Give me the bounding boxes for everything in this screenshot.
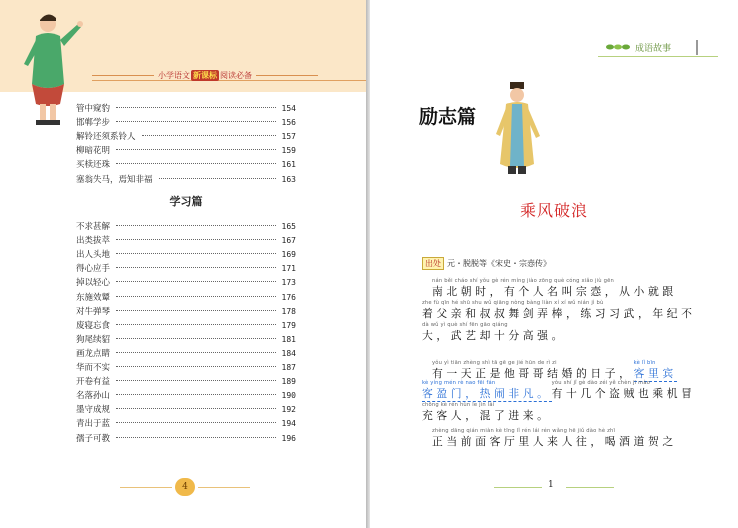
- toc-entry-page: 187: [281, 363, 296, 372]
- toc-entry-title: 狗尾续貂: [76, 334, 111, 345]
- banner-rule-right: [256, 75, 318, 76]
- toc-entry-page: 181: [281, 334, 296, 344]
- toc-entry: [76, 173, 296, 187]
- toc-entry-title: 出人头地: [76, 250, 111, 261]
- toc-entry-page: 167: [281, 236, 296, 246]
- series-pre: 小学语文: [158, 70, 190, 80]
- series-logo: [605, 40, 695, 54]
- left-page: [0, 0, 366, 528]
- footer-rule-left: [494, 487, 542, 488]
- page-number-left: 4: [175, 478, 195, 496]
- series-badge: 新课标: [193, 70, 217, 80]
- series-banner: [92, 68, 318, 82]
- toc-entry-page: 194: [281, 419, 296, 429]
- toc-entry-title: 不求甚解: [76, 222, 111, 232]
- toc-entry-title: 柳暗花明: [76, 146, 111, 157]
- pinyin-line: zhèng dāng qián miàn kè tīng lǐ rén lái rén wǎng hē jiǔ dào hè zhī: [432, 428, 616, 434]
- toc-entry: [76, 158, 296, 172]
- hanzi-line: 着父亲和叔叔舞剑弄棒，练习习武，年纪不: [422, 307, 696, 320]
- pinyin-highlight: kè lǐ bīn: [633, 360, 656, 366]
- toc-entry: [76, 102, 296, 116]
- toc-leader-dots: [116, 437, 276, 438]
- hanzi-line: 有一天正是他哥哥结婚的日子，: [432, 367, 634, 380]
- toc-leader-dots: [116, 338, 276, 339]
- toc-entry-page: 179: [281, 320, 296, 330]
- hanzi-line: 南北朝时，有个人名叫宗悫，从小就跟: [432, 285, 677, 298]
- toc-leader-dots: [116, 408, 276, 409]
- scholar-illustration: [488, 80, 546, 180]
- toc-leader-dots: [116, 422, 276, 423]
- toc-entry: [76, 333, 296, 347]
- pinyin-line: chōng kè rén hùn le jìn lái: [422, 402, 495, 408]
- toc-entry-page: 156: [281, 118, 296, 128]
- toc-entry-title: 青出于蓝: [76, 419, 111, 430]
- toc-entry-page: 184: [281, 348, 296, 358]
- toc-entry: [76, 262, 296, 276]
- chapter-title: 励志篇: [419, 106, 477, 128]
- toc-entry-page: 154: [281, 104, 296, 113]
- hanzi-line: 正当前面客厅里人来人往，喝酒道贺之: [432, 435, 677, 448]
- toc-entry-page: 157: [281, 132, 296, 142]
- logo-rule: [598, 56, 718, 57]
- toc-leader-dots: [116, 366, 276, 367]
- hanzi-highlight: 客盈门，热闹非凡。: [422, 387, 552, 400]
- toc-entry-page: 190: [281, 391, 296, 401]
- toc-entry-page: 165: [281, 222, 296, 231]
- footer-rule-right: [566, 487, 614, 488]
- story-title: 乘风破浪: [519, 201, 588, 220]
- source-tag: 出处: [422, 257, 444, 270]
- toc-entry: [76, 291, 296, 305]
- toc-entry-page: 161: [281, 160, 296, 170]
- series-label: [154, 70, 256, 81]
- banner-rule-left: [92, 75, 154, 76]
- toc-entry-title: 得心应手: [76, 264, 111, 275]
- toc-entry-title: 塞翁失马，焉知非福: [76, 174, 153, 185]
- toc-leader-dots: [116, 149, 276, 150]
- pinyin-line: nán běi cháo shí yǒu gè rén míng jiào zōng què cóng xiǎo jiù gēn: [432, 278, 614, 284]
- leaf-icon: [605, 42, 631, 52]
- toc-leader-dots: [116, 281, 276, 282]
- toc-entry-page: 176: [281, 292, 296, 302]
- toc-entry-title: 东施效颦: [76, 292, 111, 303]
- toc-leader-dots: [116, 296, 276, 297]
- toc-entry-title: 管中窥豹: [76, 104, 111, 114]
- toc-entry-page: 169: [281, 250, 296, 260]
- toc-entry: [76, 417, 296, 431]
- toc-entry: [76, 403, 296, 417]
- toc-entry-title: 名落孙山: [76, 391, 111, 402]
- toc-entry-page: 192: [281, 405, 296, 415]
- toc-entry-title: 对牛弹琴: [76, 306, 111, 317]
- toc-entry-title: 华而不实: [76, 363, 111, 373]
- pinyin-line: zhe fù qīn hé shū shu wǔ qiāng nòng bàng liàn xí xí wǔ nián jì bù: [422, 300, 604, 306]
- toc-entry-title: 废寝忘食: [76, 320, 111, 331]
- source-line: [422, 257, 551, 270]
- toc-entry: [76, 347, 296, 361]
- toc-leader-dots: [116, 352, 276, 353]
- toc-entry-title: 邯郸学步: [76, 118, 111, 129]
- logo-divider: [696, 40, 698, 55]
- toc-entry-title: 买椟还珠: [76, 160, 111, 171]
- toc-entry-page: 171: [281, 264, 296, 274]
- toc-entry-title: 画龙点睛: [76, 348, 111, 359]
- toc-entry: [76, 432, 296, 446]
- toc-entry: [76, 319, 296, 333]
- toc-leader-dots: [116, 121, 276, 122]
- hanzi-line: 有十几个盗贼也乘机冒: [551, 387, 696, 400]
- toc-entry-page: 163: [281, 174, 296, 184]
- toc-entry-title: 掉以轻心: [76, 278, 111, 289]
- toc-entry-page: 178: [281, 306, 296, 316]
- toc-entry-title: 墨守成规: [76, 405, 111, 416]
- hanzi-line: 大，武艺却十分高强。: [422, 329, 566, 342]
- toc-entry-title: 出类拔萃: [76, 236, 111, 247]
- toc-entry-title: 解铃还须系铃人: [76, 132, 136, 143]
- toc-entry-page: 196: [281, 433, 296, 443]
- toc-leader-dots: [116, 225, 276, 226]
- toc-entry: [76, 375, 296, 389]
- toc-entry-title: 孺子可教: [76, 433, 111, 444]
- pinyin-line: yǒu shí jǐ gè dào zéi yě chèn jī mào: [551, 380, 651, 386]
- toc-entry: [76, 361, 296, 375]
- toc-entry: [76, 144, 296, 158]
- toc-leader-dots: [116, 324, 276, 325]
- footer-rule-left: [120, 487, 172, 488]
- toc-leader-dots: [116, 310, 276, 311]
- toc-entry: [76, 276, 296, 290]
- toc-entry-page: 159: [281, 146, 296, 156]
- pinyin-line: yǒu yì tiān zhèng shì tā gē ge jié hūn de rì zi: [432, 360, 557, 366]
- toc-leader-dots: [116, 239, 276, 240]
- toc-entry: [76, 234, 296, 248]
- toc-leader-dots: [116, 380, 276, 381]
- toc-leader-dots: [116, 394, 276, 395]
- footer-rule-right: [198, 487, 250, 488]
- toc-entry: [76, 220, 296, 234]
- toc-leader-dots: [116, 267, 276, 268]
- hanzi-highlight: 客里宾: [633, 367, 677, 380]
- toc-entry-title: 开卷有益: [76, 377, 111, 388]
- right-page: [370, 0, 738, 528]
- toc-entry-page: 173: [281, 278, 296, 288]
- toc-entry-page: 189: [281, 377, 296, 387]
- toc-leader-dots: [116, 163, 276, 164]
- toc-leader-dots: [159, 178, 276, 179]
- toc-entry: [76, 389, 296, 403]
- toc-entry: [76, 248, 296, 262]
- toc-leader-dots: [116, 107, 276, 108]
- pinyin-line: dà wǔ yì què shí fēn gāo qiáng: [422, 322, 508, 328]
- toc-entry: [76, 116, 296, 130]
- page-number-right: 1: [548, 480, 554, 490]
- pinyin-highlight: kè yíng mén rè nao fēi fán: [422, 380, 496, 386]
- section-heading: 学习篇: [169, 195, 203, 208]
- toc-entry: [76, 130, 296, 144]
- series-post: 阅读必备: [220, 70, 252, 80]
- source-text: 元・脱脱等《宋史・宗悫传》: [447, 259, 551, 268]
- toc-leader-dots: [116, 253, 276, 254]
- hanzi-line: 充客人，混了进来。: [422, 409, 552, 422]
- toc-leader-dots: [142, 135, 276, 136]
- logo-text: 成语故事: [635, 43, 672, 54]
- toc-entry: [76, 305, 296, 319]
